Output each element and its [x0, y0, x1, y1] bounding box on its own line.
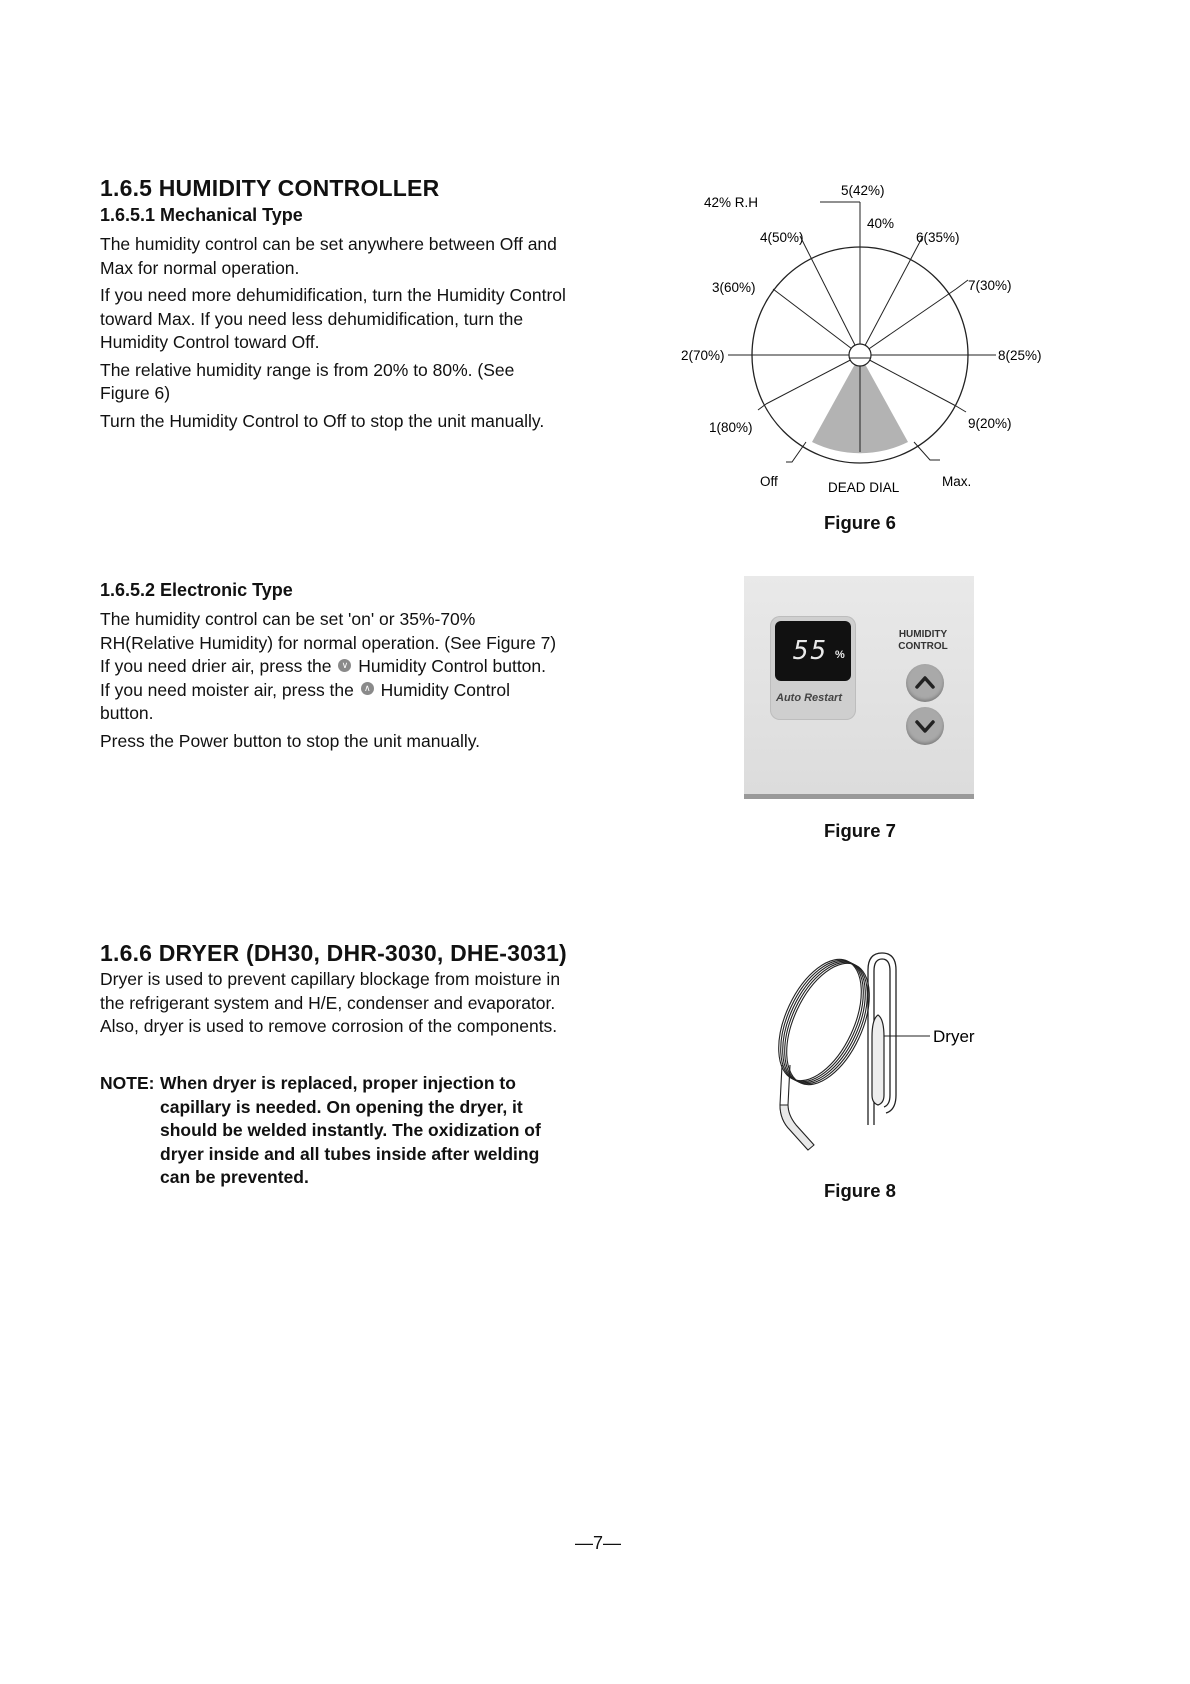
text-line: Humidity Control toward Off. — [100, 332, 320, 352]
text-line: If you need more dehumidification, turn the Humidity Control — [100, 285, 566, 305]
figure-8-caption: Figure 8 — [824, 1180, 896, 1201]
dryer-label: Dryer — [933, 1027, 975, 1046]
display-unit: % — [835, 649, 845, 661]
spoke-7 — [860, 289, 956, 355]
text-line: can be prevented. — [160, 1167, 309, 1187]
text-line: button. — [100, 703, 154, 723]
dryer-body-shape — [872, 1015, 884, 1105]
page-number: —7— — [575, 1533, 622, 1553]
label-off: Off — [760, 474, 778, 489]
text-line — [100, 655, 620, 679]
mechanical-body — [100, 233, 600, 433]
text-line: Dryer is used to prevent capillary blockage from moisture in — [100, 969, 561, 989]
leader-off — [786, 442, 806, 462]
leader-max — [914, 442, 940, 460]
text-line: Max for normal operation. — [100, 257, 300, 278]
text-fragment: Humidity Control — [380, 679, 510, 700]
label-9: 9(20%) — [968, 416, 1012, 431]
leader-9 — [956, 406, 966, 412]
electronic-body — [100, 608, 620, 753]
spoke-3 — [773, 289, 860, 355]
label-40: 40% — [867, 216, 895, 231]
label-3: 3(60%) — [712, 280, 756, 295]
humidity-up-button[interactable] — [906, 664, 944, 702]
label-8: 8(25%) — [998, 348, 1042, 363]
humidity-display — [775, 621, 851, 681]
label-2: 2(70%) — [681, 348, 725, 363]
text-fragment: If you need drier air, press the — [100, 656, 332, 676]
figure-6-caption: Figure 6 — [824, 512, 896, 533]
mech-paragraph — [100, 359, 600, 406]
humidity-dial-diagram — [660, 180, 1060, 510]
control-label-line: HUMIDITY — [898, 629, 948, 640]
note-body — [160, 1072, 600, 1190]
mech-paragraph — [100, 284, 600, 355]
display-bezel — [770, 616, 856, 720]
tube-end — [780, 1105, 814, 1150]
auto-restart-label: Auto Restart — [776, 692, 843, 704]
text-line: Press the Power button to stop the unit manually. — [100, 730, 481, 751]
mech-paragraph — [100, 410, 600, 434]
label-max: Max. — [942, 474, 972, 489]
dryer-diagram — [760, 945, 1020, 1175]
label-4: 4(50%) — [760, 230, 804, 245]
label-6: 6(35%) — [916, 230, 960, 245]
text-line: Figure 6) — [100, 383, 171, 403]
text-line: Also, dryer is used to remove corrosion of the components. — [100, 1016, 558, 1036]
text-line: toward Max. If you need less dehumidification, turn the — [100, 308, 524, 329]
figure-7-caption: Figure 7 — [824, 820, 896, 841]
section-166-title: 1.6.6 DRYER (DH30, DHR-3030, DHE-3031) — [100, 940, 567, 966]
label-7: 7(30%) — [968, 278, 1012, 293]
control-label-line: CONTROL — [898, 641, 948, 652]
text-line: When dryer is replaced, proper injection to — [160, 1073, 516, 1093]
dial-knob — [849, 344, 871, 366]
text-line: capillary is needed. On opening the dryer, it — [160, 1096, 523, 1117]
dryer-body — [100, 968, 620, 1039]
text-line: the refrigerant system and H/E, condenser and evaporator. — [100, 992, 556, 1013]
text-line: Turn the Humidity Control to Off to stop the unit manually. — [100, 410, 545, 431]
text-line: The relative humidity range is from 20% to 80%. (See — [100, 359, 515, 380]
text-line: The humidity control can be set 'on' or 35%-70% — [100, 609, 476, 629]
subsection-mechanical-title: 1.6.5.1 Mechanical Type — [100, 205, 303, 225]
mech-paragraph — [100, 233, 600, 280]
spoke-6 — [860, 236, 923, 355]
label-1: 1(80%) — [709, 420, 753, 435]
chevron-up-icon — [906, 664, 944, 702]
humidity-down-button[interactable] — [906, 707, 944, 745]
section-165-title: 1.6.5 HUMIDITY CONTROLLER — [100, 175, 440, 201]
text-line: RH(Relative Humidity) for normal operation. (See Figure 7) — [100, 632, 557, 653]
text-line: should be welded instantly. The oxidization of — [160, 1120, 541, 1140]
text-line: The humidity control can be set anywhere between Off and — [100, 234, 557, 254]
up-arrow-icon: ∧ — [361, 682, 374, 695]
humidity-control-label — [888, 629, 958, 653]
text-line: dryer inside and all tubes inside after welding — [160, 1143, 540, 1164]
down-arrow-icon: ∨ — [338, 659, 351, 672]
chevron-down-icon — [906, 707, 944, 745]
spoke-4 — [800, 236, 860, 355]
note-label: NOTE: — [100, 1073, 155, 1093]
leader-7 — [956, 280, 968, 289]
subsection-electronic-title: 1.6.5.2 Electronic Type — [100, 580, 293, 600]
text-line — [100, 679, 620, 703]
text-fragment: Humidity Control button. — [358, 656, 547, 676]
label-rh: 42% R.H — [704, 195, 759, 210]
control-panel — [744, 576, 974, 799]
display-value: 55 — [793, 636, 829, 666]
label-dead-dial: DEAD DIAL — [828, 480, 900, 495]
label-5: 5(42%) — [841, 183, 885, 198]
text-fragment: If you need moister air, press the — [100, 679, 354, 700]
